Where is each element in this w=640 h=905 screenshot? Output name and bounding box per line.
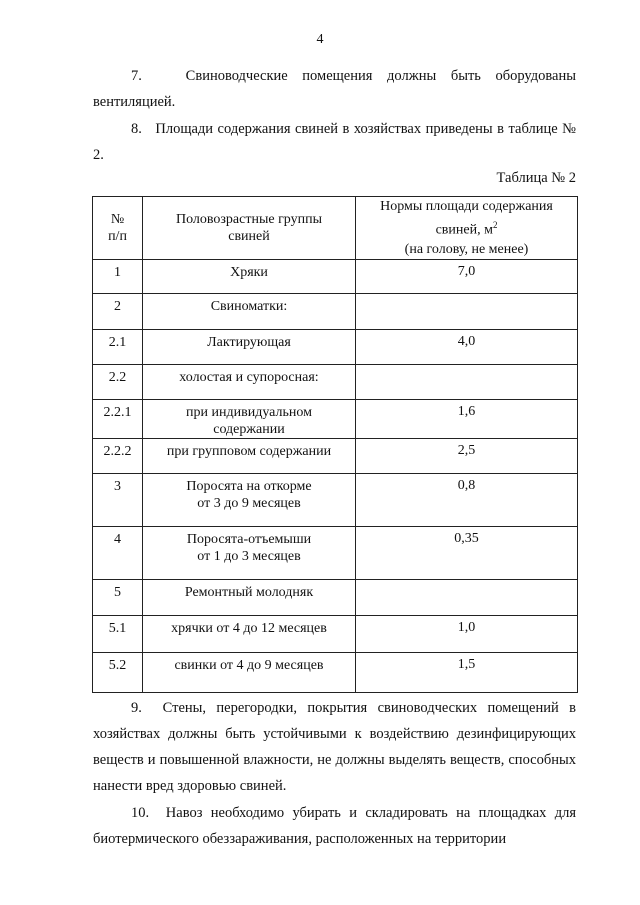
header-norm-line1: Нормы площади содержания bbox=[380, 199, 553, 214]
row-group: Ремонтный молодняк bbox=[143, 579, 356, 615]
row-group: хрячки от 4 до 12 месяцев bbox=[143, 615, 356, 652]
row-group bbox=[143, 473, 356, 526]
row-number: 4 bbox=[93, 526, 143, 579]
table-row bbox=[93, 293, 578, 329]
row-group: Хряки bbox=[143, 259, 356, 293]
table-caption: Таблица № 2 bbox=[496, 170, 576, 186]
row-group-line2: от 1 до 3 месяцев bbox=[197, 548, 301, 564]
row-group: свинки от 4 до 9 месяцев bbox=[143, 652, 356, 692]
table-row bbox=[93, 615, 578, 652]
row-value: 1,6 bbox=[356, 399, 578, 438]
row-value bbox=[356, 293, 578, 329]
row-number: 5.2 bbox=[93, 652, 143, 692]
header-number-line1: № bbox=[110, 211, 125, 227]
row-group bbox=[143, 399, 356, 438]
table-row bbox=[93, 652, 578, 692]
header-norm-line2: свиней, м bbox=[435, 222, 493, 238]
row-group: при групповом содержании bbox=[143, 438, 356, 473]
paragraph-9: 9. Стены, перегородки, покрытия свиноводческих помещений в хозяйствах должны быть устойчивыми к воздействию дезинфицирующих веществ и повышенной влажности, не должны выделять веществ, способных нанести вред здоровью свиней. bbox=[93, 700, 576, 794]
header-norm-line3: (на голову, не менее) bbox=[404, 241, 529, 257]
header-number bbox=[93, 197, 143, 260]
row-number: 3 bbox=[93, 473, 143, 526]
header-number-line2: п/п bbox=[108, 228, 127, 244]
row-group: Свиноматки: bbox=[143, 293, 356, 329]
row-group-line1: Поросята на откорме bbox=[186, 478, 312, 494]
table-row bbox=[93, 399, 578, 438]
row-number: 2.2 bbox=[93, 364, 143, 399]
row-value: 7,0 bbox=[356, 259, 578, 293]
header-norm-superscript: 2 bbox=[492, 220, 498, 230]
row-number: 1 bbox=[93, 259, 143, 293]
table-row bbox=[93, 329, 578, 364]
table-row bbox=[93, 579, 578, 615]
row-group-line2: от 3 до 9 месяцев bbox=[197, 495, 301, 511]
row-number: 2.2.1 bbox=[93, 399, 143, 438]
row-value bbox=[356, 364, 578, 399]
table-row bbox=[93, 259, 578, 293]
paragraph-10: 10. Навоз необходимо убирать и складировать на площадках для биотермического обеззараживания, расположенных на территории bbox=[93, 805, 576, 847]
row-group-line1: при индивидуальном bbox=[186, 404, 312, 420]
row-number: 5.1 bbox=[93, 615, 143, 652]
row-number: 2 bbox=[93, 293, 143, 329]
row-value: 0,35 bbox=[356, 526, 578, 579]
row-value: 1,0 bbox=[356, 615, 578, 652]
header-group-line1: Половозрастные группы bbox=[175, 211, 323, 227]
row-value bbox=[356, 579, 578, 615]
table-row bbox=[93, 473, 578, 526]
table-row bbox=[93, 526, 578, 579]
row-value: 4,0 bbox=[356, 329, 578, 364]
row-value: 1,5 bbox=[356, 652, 578, 692]
table-row bbox=[93, 364, 578, 399]
paragraph-8: 8. Площади содержания свиней в хозяйствах приведены в таблице № 2. bbox=[93, 121, 576, 163]
header-norm bbox=[356, 197, 578, 260]
row-group-line1: Поросята-отъемыши bbox=[186, 531, 312, 547]
row-group-line2: содержании bbox=[213, 421, 285, 437]
row-value: 2,5 bbox=[356, 438, 578, 473]
row-number: 2.2.2 bbox=[93, 438, 143, 473]
row-group: холостая и супоросная: bbox=[143, 364, 356, 399]
header-group-line2: свиней bbox=[228, 228, 270, 244]
page-number: 4 bbox=[316, 32, 324, 47]
row-group bbox=[143, 526, 356, 579]
row-number: 5 bbox=[93, 579, 143, 615]
table-row bbox=[93, 438, 578, 473]
paragraph-7: 7. Свиноводческие помещения должны быть оборудованы вентиляцией. bbox=[93, 68, 576, 110]
row-number: 2.1 bbox=[93, 329, 143, 364]
row-group: Лактирующая bbox=[143, 329, 356, 364]
table-header-row bbox=[93, 197, 578, 260]
header-group bbox=[143, 197, 356, 260]
norms-table bbox=[92, 196, 578, 693]
row-value: 0,8 bbox=[356, 473, 578, 526]
